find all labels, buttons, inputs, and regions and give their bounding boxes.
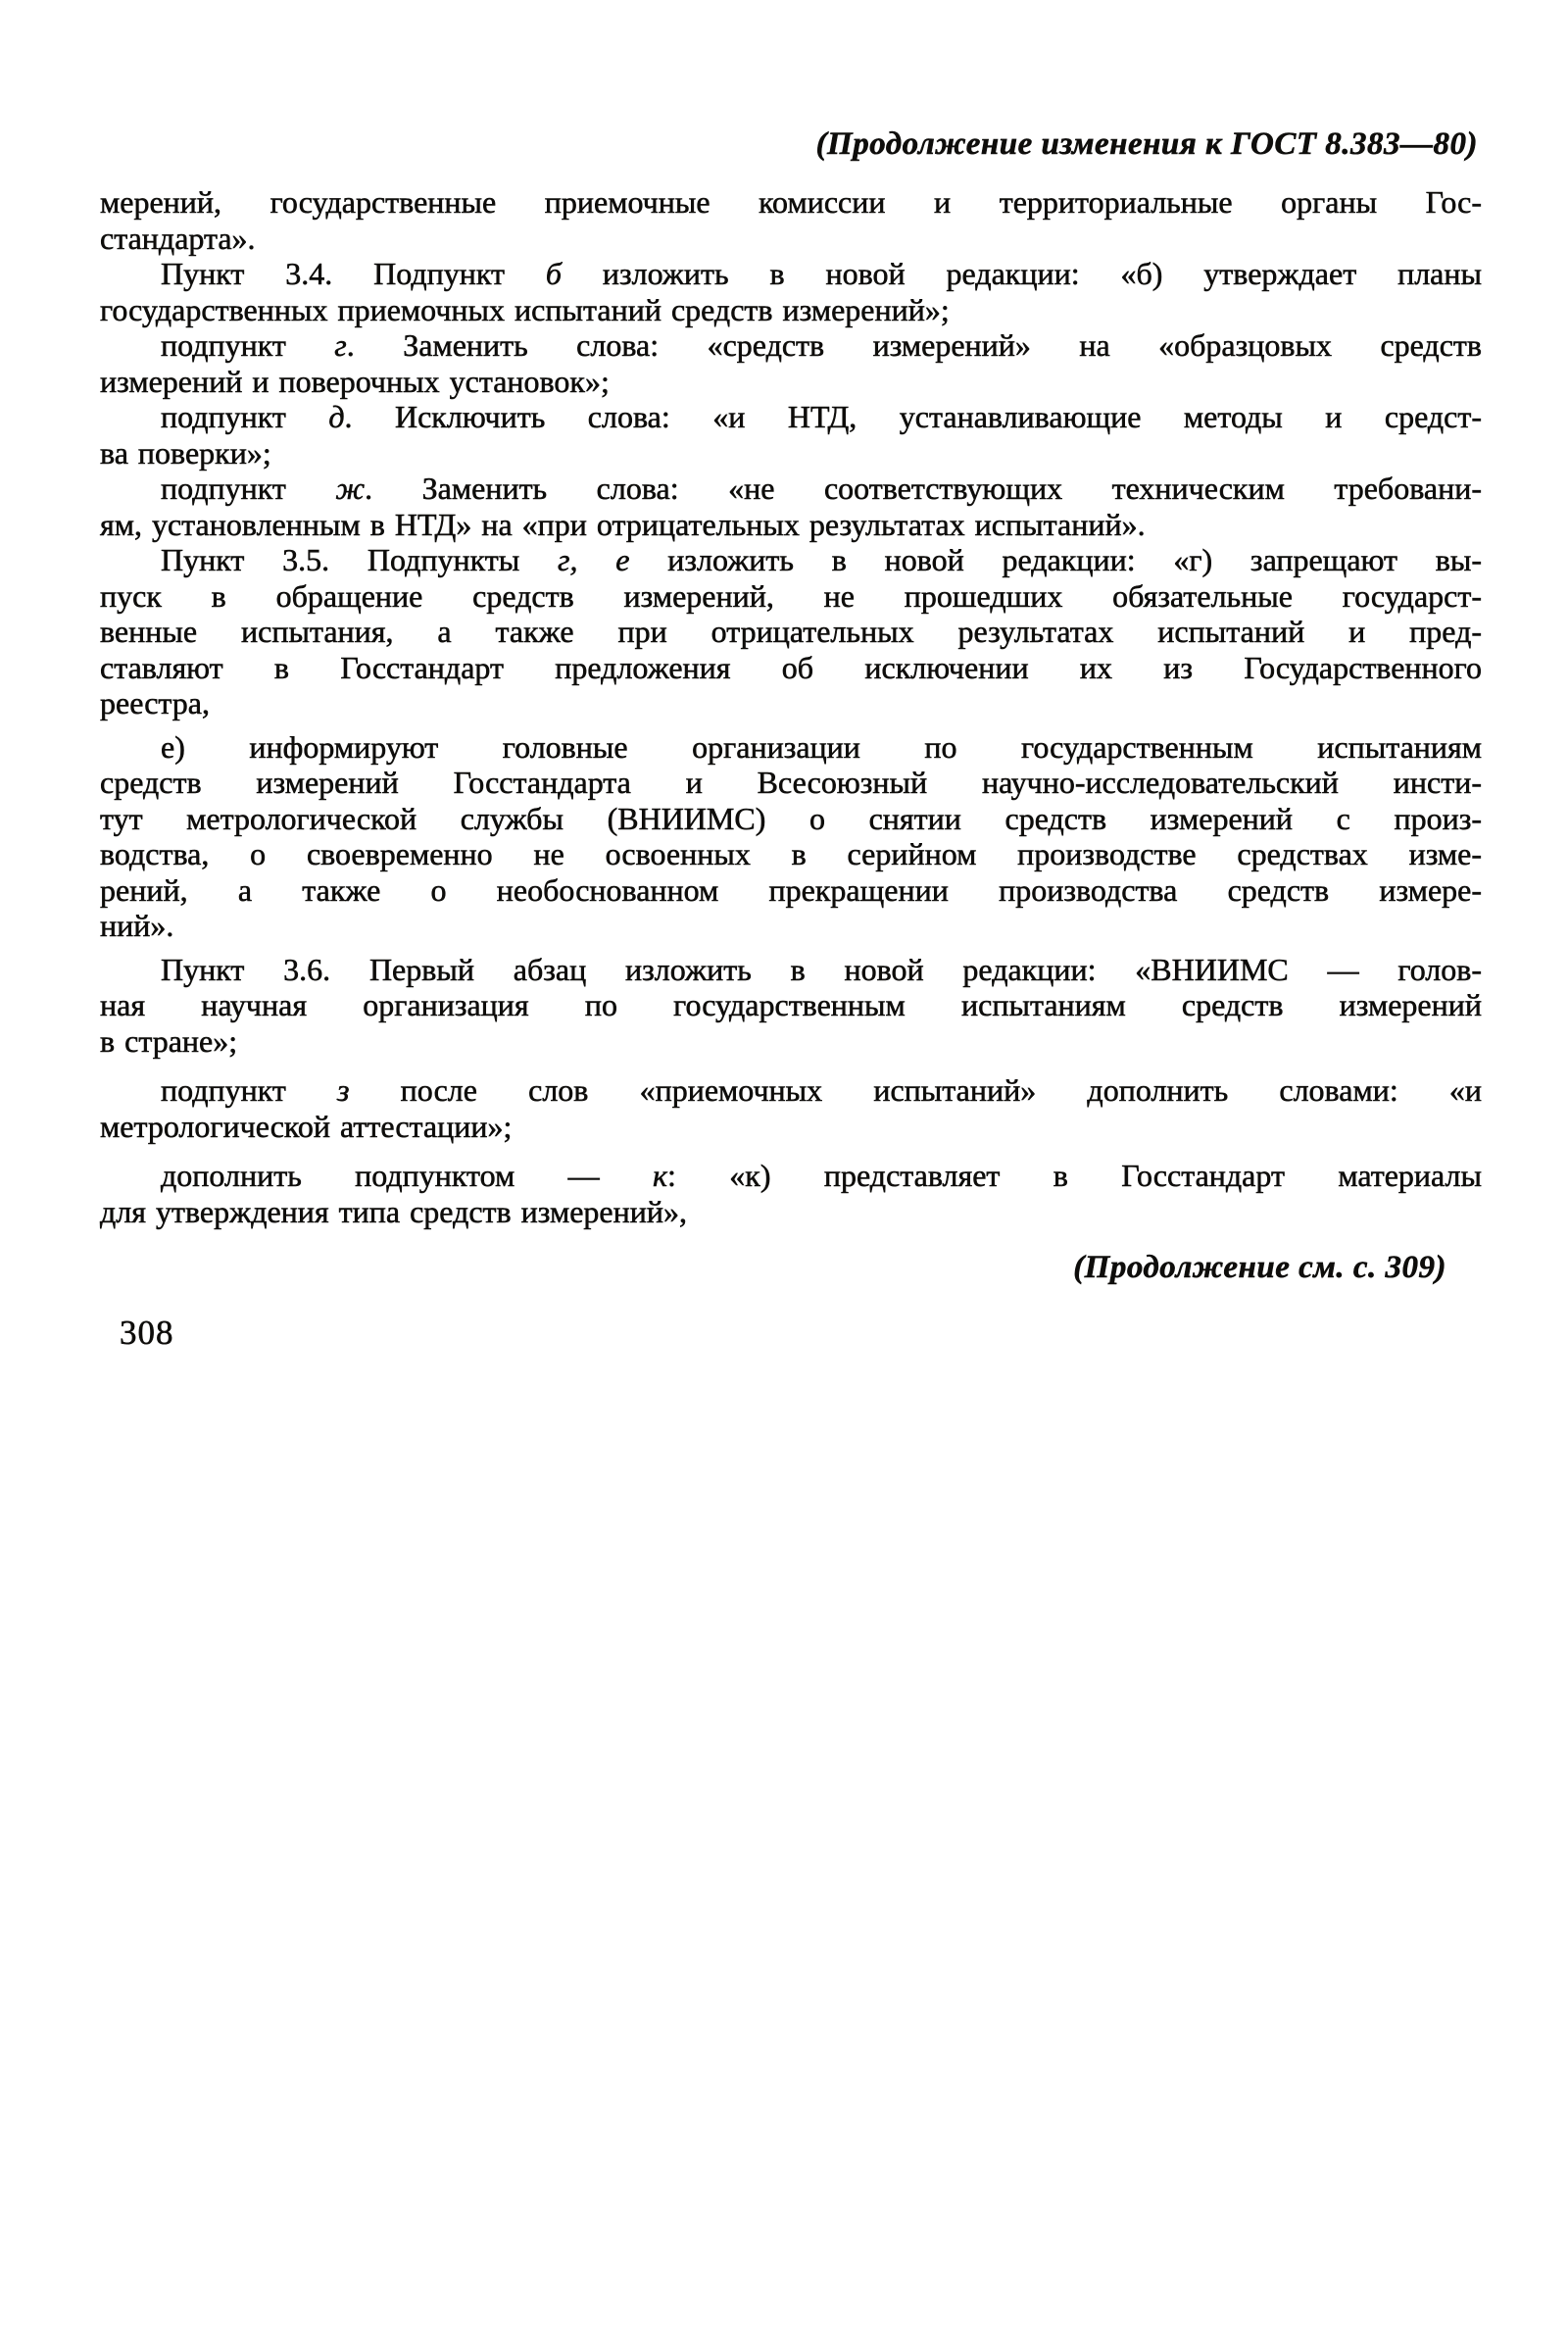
text-line (100, 221, 1482, 257)
text-line (100, 765, 1482, 801)
text-line (100, 650, 1482, 686)
text-line (100, 292, 1482, 328)
page-content (100, 124, 1482, 1353)
text-run: подпункт (161, 399, 329, 434)
text-run: Пункт 3.5. Подпункты (161, 542, 558, 577)
text-run: для утверждения типа средств измерений», (100, 1193, 687, 1229)
text-run: после слов «приемочных испытаний» дополнить словами: «и (349, 1072, 1483, 1108)
italic-run: б (545, 256, 562, 291)
text-line (100, 471, 1482, 507)
text-run: государственных приемочных испытаний средств измерений»; (100, 291, 950, 327)
text-line (100, 908, 1482, 944)
text-run: мерений, государственные приемочные комиссии и территориальные органы Гос- (100, 184, 1482, 220)
text-line (100, 1158, 1482, 1194)
text-run: ставляют в Госстандарт предложения об исключении их из Государственного (100, 649, 1482, 685)
continuation-footer: (Продолжение см. с. 309) (1073, 1250, 1446, 1285)
text-run: подпункт (161, 327, 335, 363)
text-line (100, 1072, 1482, 1109)
text-run: тут метрологической службы (ВНИИМС) о снятии средств измерений с произ- (100, 800, 1482, 836)
italic-run: з (337, 1072, 350, 1108)
page-number: 308 (120, 1314, 174, 1352)
text-run: : «к) представляет в Госстандарт материалы (667, 1158, 1483, 1193)
text-run: ний». (100, 908, 174, 943)
document-body (100, 184, 1482, 1229)
text-run: . Заменить слова: «не соответствующих техническим требовани- (365, 471, 1483, 506)
text-run: рений, а также о необоснованном прекращении производства средств измере- (100, 871, 1482, 908)
text-line (100, 872, 1482, 909)
text-line (100, 542, 1482, 578)
italic-run: ж (335, 471, 366, 506)
text-line (100, 987, 1482, 1023)
italic-run: д (328, 399, 345, 434)
text-run: реестра, (100, 685, 210, 720)
text-line (100, 399, 1482, 435)
text-run: . Исключить слова: «и НТД, устанавливающие методы и средст- (344, 399, 1483, 434)
text-line (100, 801, 1482, 837)
text-line (100, 184, 1482, 221)
text-run: пуск в обращение средств измерений, не прошедших обязательные государст- (100, 577, 1482, 614)
text-line (100, 507, 1482, 543)
italic-run: г, е (557, 542, 630, 577)
text-run: подпункт (161, 1072, 338, 1108)
text-line (100, 1194, 1482, 1230)
text-run: изложить в новой редакции: «г) запрещают вы- (629, 542, 1483, 577)
text-line (100, 327, 1482, 364)
text-line (100, 578, 1482, 615)
italic-run: к (653, 1158, 667, 1193)
text-line (100, 435, 1482, 472)
text-line (100, 614, 1482, 650)
continuation-header: (Продолжение изменения к ГОСТ 8.383—80) (815, 126, 1478, 162)
text-run: средств измерений Госстандарта и Всесоюзный научно-исследовательский инсти- (100, 765, 1482, 800)
text-line (100, 1109, 1482, 1145)
text-run: е) информируют головные организации по государственным испытаниям (161, 728, 1482, 765)
text-line (100, 364, 1482, 400)
text-run: венные испытания, а также при отрицательных результатах испытаний и пред- (100, 614, 1482, 649)
text-line (100, 685, 1482, 721)
text-run: подпункт (161, 471, 336, 506)
text-run: стандарта». (100, 220, 256, 256)
text-run: ям, установленным в НТД» на «при отрицательных результатах испытаний». (100, 506, 1146, 542)
text-run: ная научная организация по государственным испытаниям средств измерений (100, 987, 1482, 1022)
text-run: дополнить подпунктом — (161, 1158, 654, 1193)
text-run: ва поверки»; (100, 434, 271, 471)
text-line (100, 952, 1482, 988)
text-run: измерений и поверочных установок»; (100, 363, 610, 399)
text-run: Пункт 3.6. Первый абзац изложить в новой редакции: «ВНИИМС — голов- (161, 951, 1482, 987)
text-line (100, 256, 1482, 292)
text-run: . Заменить слова: «средств измерений» на «образцовых средств (346, 327, 1483, 363)
text-run: водства, о своевременно не освоенных в серийном производстве средствах изме- (100, 836, 1482, 871)
text-line (100, 836, 1482, 872)
text-run: метрологической аттестации»; (100, 1108, 513, 1144)
text-run: изложить в новой редакции: «б) утверждает планы (561, 256, 1482, 291)
text-line (100, 729, 1482, 766)
text-run: в стране»; (100, 1022, 238, 1059)
italic-run: г (334, 327, 347, 363)
text-run: Пункт 3.4. Подпункт (161, 256, 546, 291)
text-line (100, 1023, 1482, 1060)
